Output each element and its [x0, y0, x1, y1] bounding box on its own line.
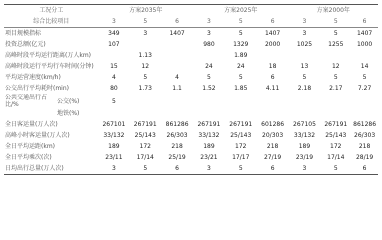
table-row	[4, 163, 378, 175]
table-cell: 17/17	[232, 154, 250, 161]
table-cell: 1.89	[234, 52, 248, 59]
table-cell	[193, 108, 225, 119]
table-cell: 267105	[293, 121, 316, 128]
table-cell: 13	[300, 63, 309, 70]
table-cell: 3	[302, 30, 307, 37]
table-row	[4, 28, 378, 40]
table-cell: 15	[110, 63, 118, 70]
table-cell: 2.17	[329, 85, 343, 92]
table-cell: 14	[360, 63, 369, 70]
table-row	[4, 83, 378, 94]
table-cell	[351, 94, 378, 108]
table-cell: 5	[362, 74, 367, 81]
table-cell: 7.27	[357, 85, 372, 92]
group-header: 方案2035年	[129, 7, 163, 14]
row-label: 公交出行平均耗时(min)	[5, 85, 69, 92]
table-cell: 1.13	[138, 52, 152, 59]
table-cell: 5	[238, 165, 243, 172]
table-cell	[320, 108, 351, 119]
subheader-column: 6	[362, 18, 367, 25]
subheader-column: 5	[238, 18, 243, 25]
row-label: 全日客运量(万人次)	[5, 121, 58, 128]
table-cell: 189	[108, 143, 120, 150]
table-cell: 25/143	[325, 132, 347, 139]
table-cell: 28/19	[355, 154, 374, 161]
table-cell: 349	[108, 30, 120, 37]
table-row	[4, 141, 378, 152]
table-cell	[161, 61, 193, 72]
table-cell: 861286	[165, 121, 189, 128]
table-row	[4, 61, 378, 72]
table-cell: 2000	[264, 41, 281, 48]
table-cell: 189	[203, 143, 215, 150]
table-cell: 1407	[169, 30, 185, 37]
table-cell: 25/143	[134, 132, 156, 139]
table-cell: 172	[235, 143, 247, 150]
row-label: 高峰时段平均运行距离(万人km)	[5, 52, 92, 59]
row-label: 投资总额(亿元)	[5, 41, 46, 48]
table-cell: 12	[331, 63, 340, 70]
table-cell: 20/303	[262, 132, 284, 139]
table-cell	[289, 50, 321, 61]
table-cell: 1.73	[138, 85, 152, 92]
subheader-column: 6	[175, 18, 179, 25]
table-cell: 6	[270, 165, 275, 172]
row-label: 高峰小时客运量(万人次)	[5, 132, 70, 139]
row-label: 全日平均乘次(次)	[5, 154, 52, 161]
sub-row-label: 地铁(%)	[57, 110, 80, 117]
table-cell: 33/132	[198, 132, 220, 139]
table-cell	[320, 50, 351, 61]
table-cell: 5	[302, 74, 307, 81]
table-cell: 107	[108, 41, 120, 48]
table-cell: 6	[362, 165, 367, 172]
table-cell: 33/132	[293, 132, 316, 139]
table-cell: 26/303	[354, 132, 376, 139]
table-cell: 27/19	[263, 154, 282, 161]
table-cell: 5	[333, 30, 338, 37]
table-cell	[289, 108, 321, 119]
subheader-column: 5	[143, 18, 148, 25]
table-cell: 5	[238, 30, 243, 37]
table-row	[4, 39, 378, 50]
table-cell: 1255	[328, 41, 344, 48]
table-row	[4, 130, 378, 141]
table-cell: 1.85	[234, 85, 248, 92]
table-cell	[289, 94, 321, 108]
table-cell: 3	[302, 165, 307, 172]
table-cell	[225, 94, 257, 108]
table-row	[4, 152, 378, 163]
group-header: 方案2025年	[224, 7, 258, 14]
table-cell: 18	[268, 63, 277, 70]
table-subheader-row	[4, 16, 378, 28]
sub-row-label: 公交(%)	[57, 97, 80, 105]
table-cell: 267191	[324, 121, 348, 128]
table-cell: 3	[207, 165, 211, 172]
table-cell	[161, 39, 193, 50]
table-cell: 218	[171, 143, 183, 150]
table-cell: 1.52	[202, 85, 216, 92]
table-cell: 25/143	[230, 132, 252, 139]
table-cell: 6	[270, 74, 275, 81]
table-cell: 3	[207, 30, 211, 37]
table-cell: 172	[330, 143, 342, 150]
subheader-column: 3	[302, 18, 307, 25]
table-cell: 189	[298, 143, 311, 150]
table-row	[4, 50, 378, 61]
subheader-label: 综合比较项目	[33, 18, 70, 25]
table-cell: 4.11	[265, 85, 280, 92]
table-cell: 2.18	[297, 85, 312, 92]
table-cell	[129, 94, 161, 108]
table-cell: 17/14	[136, 154, 154, 161]
table-cell: 172	[139, 143, 151, 150]
table-row	[4, 119, 378, 130]
table-cell: 267191	[197, 121, 221, 128]
table-row	[4, 108, 378, 119]
table-cell: 23/11	[105, 154, 123, 161]
row-label	[4, 108, 99, 119]
table-cell: 23/19	[295, 154, 314, 161]
row-label: 全日平均运距(km)	[5, 143, 56, 150]
table-cell: 218	[266, 143, 279, 150]
table-cell: 6	[175, 165, 179, 172]
table-cell: 17/14	[327, 154, 345, 161]
table-cell	[161, 108, 193, 119]
row-label: 平均运营速度(km/h)	[5, 74, 61, 81]
table-cell	[257, 50, 289, 61]
table-cell: 12	[141, 63, 150, 70]
table-cell	[99, 50, 130, 61]
table-cell: 1407	[264, 30, 281, 37]
table-cell: 267191	[229, 121, 253, 128]
table-row	[4, 94, 378, 108]
table-cell: 3	[111, 165, 116, 172]
table-cell: 861286	[353, 121, 377, 128]
table-cell	[161, 50, 193, 61]
table-cell: 33/132	[103, 132, 125, 139]
subheader-column: 6	[270, 18, 275, 25]
table-cell	[161, 94, 193, 108]
subheader-column: 3	[111, 18, 116, 25]
table-cell: 267101	[102, 121, 126, 128]
corner-header: 工况分工	[39, 7, 64, 14]
table-cell	[351, 50, 378, 61]
table-cell	[129, 39, 161, 50]
table-cell: 24	[236, 63, 245, 70]
table-cell	[129, 108, 161, 119]
table-cell: 5	[143, 74, 148, 81]
table-cell: 980	[203, 41, 215, 48]
table-cell: 1000	[356, 41, 373, 48]
table-cell: 5	[333, 165, 338, 172]
comparison-table	[4, 4, 378, 175]
table-cell: 25/19	[168, 154, 186, 161]
group-header: 方案2000年	[316, 7, 350, 14]
table-cell: 3	[143, 30, 148, 37]
table-cell: 5	[143, 165, 148, 172]
group-label: 公共交通出行占比/%	[5, 94, 48, 108]
table-cell	[193, 50, 225, 61]
table-cell	[320, 94, 351, 108]
table-cell: 24	[205, 63, 213, 70]
table-cell: 1329	[233, 41, 249, 48]
table-cell: 80	[110, 85, 118, 92]
table-cell: 1.1	[172, 85, 182, 92]
table-cell: 267191	[133, 121, 157, 128]
table-row	[4, 72, 378, 83]
table-cell: 1407	[356, 30, 373, 37]
table-cell: 23/21	[200, 154, 218, 161]
row-label: 项目规模指标	[5, 30, 42, 37]
table-cell: 4	[111, 74, 116, 81]
subheader-column: 3	[207, 18, 211, 25]
table-cell: 218	[358, 143, 371, 150]
table-cell: 4	[175, 74, 179, 81]
table-cell	[257, 94, 289, 108]
table-cell: 26/303	[166, 132, 188, 139]
table-cell	[257, 108, 289, 119]
table-cell	[351, 108, 378, 119]
table-cell	[193, 94, 225, 108]
table-cell	[99, 108, 130, 119]
row-label: 高峰时段运行平均行车时间(分钟)	[5, 63, 94, 70]
table-cell: 5	[238, 74, 243, 81]
table-cell: 5	[111, 97, 116, 105]
table-cell: 1025	[296, 41, 313, 48]
row-label: 日均出行总量(万人次)	[5, 165, 64, 172]
table-cell	[225, 108, 257, 119]
table-cell: 5	[333, 74, 338, 81]
table-cell: 601286	[261, 121, 285, 128]
table-header-row	[4, 5, 378, 17]
table-cell: 5	[207, 74, 211, 81]
subheader-column: 5	[333, 18, 338, 25]
row-label	[4, 94, 99, 108]
